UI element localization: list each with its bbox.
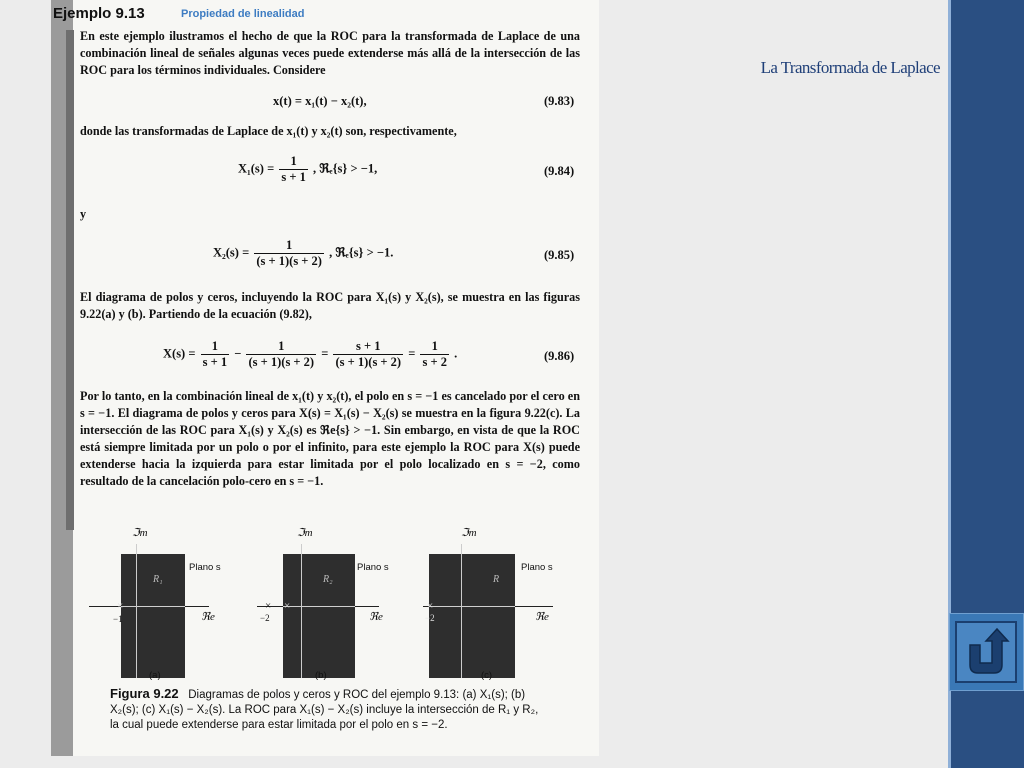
equation-9-84 (238, 154, 377, 185)
roc-region-dark (283, 554, 355, 678)
paragraph-1: En este ejemplo ilustramos el hecho de que la ROC para la transformada de Laplace de una combinación lineal de señales algunas veces puede extenderse más allá de la intersección de las ROC para los términos individuales. Considere (80, 29, 580, 77)
scanned-page (51, 0, 599, 756)
eq4-f2-denominator: (s + 1)(s + 2) (248, 355, 315, 369)
roc-region-label: R₂ (323, 574, 333, 585)
re-axis-label: ℜe (535, 611, 549, 623)
im-axis-label: ℑm (461, 527, 477, 539)
imag-axis (461, 544, 462, 678)
imag-axis (301, 544, 302, 678)
eq4-f2-numerator: 1 (278, 339, 285, 353)
eq3-numerator: 1 (286, 238, 293, 252)
re-axis-label: ℜe (201, 611, 215, 623)
im-axis-label: ℑm (297, 527, 313, 539)
figure-caption-letter: (c) (481, 670, 493, 681)
plane-label: Plano s (521, 562, 553, 573)
real-axis-inside-roc (121, 606, 185, 607)
eq1-expression: x(t) = x₁(t) − x₂(t), (273, 94, 367, 108)
re-axis-label: ℜe (369, 611, 383, 623)
eq4-lhs: X(s) = (163, 346, 196, 361)
paragraph-5: Por lo tanto, en la combinación lineal de x₁(t) y x₂(t), el polo en s = −1 es cancelado por el cero en s = −1. El diagrama de polos y ceros para X(s) = X₁(s) − X₂(s) se muestra en la figura 9.22(c). La intersección de las ROC para X₁(s) y X₂(s) es ℜe{s} > −1. Sin embargo, en vista de que la ROC está siempre limitada por un polo o por el infinito, para este ejemplo la ROC para X(s) puede extenderse hacia la izquierda para estar limitada por el polo localizado en s = −2, como resultado de la cancelación polo-cero en s = −1. (80, 389, 580, 488)
equation-9-83 (273, 94, 367, 109)
plane-label: Plano s (189, 562, 221, 573)
pole-marker: × (427, 600, 434, 612)
eq4-f3-denominator: (s + 1)(s + 2) (335, 355, 402, 369)
equation-9-86 (163, 339, 457, 370)
figure-caption-text: Diagramas de polos y ceros y ROC del ejemplo 9.13: (a) X₁(s); (b) X₂(s); (c) X₁(s) − X₂(s). La ROC para X₁(s) − X₂(s) incluye la intersección de R₁ y R₂, la cual puede extenderse para estar limitada por el polo en s = −2. (110, 689, 539, 731)
figure-a (89, 524, 239, 684)
eq2-numerator: 1 (290, 154, 297, 168)
eq4-minus: − (234, 346, 242, 361)
pole-marker-1: × (265, 600, 272, 612)
paragraph-3: y (80, 207, 87, 221)
equation-9-85 (213, 238, 393, 269)
pole-label: −1 (113, 614, 123, 624)
eq3-fraction (254, 238, 324, 269)
pole-marker-2: × (284, 600, 291, 612)
figure-c (423, 524, 573, 684)
figure-caption-letter: (b) (315, 670, 327, 681)
figure-caption (110, 686, 550, 733)
equation-number-9-84: (9.84) (544, 164, 575, 178)
imag-axis (136, 544, 137, 678)
im-axis-label: ℑm (132, 527, 148, 539)
roc-region-label: R (493, 574, 500, 585)
pole-marker: × (117, 600, 124, 612)
eq4-equals-b: = (408, 346, 416, 361)
paragraph-2: donde las transformadas de Laplace de x₁(t) y x₂(t) son, respectivamente, (80, 124, 457, 138)
eq4-fraction-4 (420, 339, 449, 370)
eq4-f1-denominator: s + 1 (202, 355, 228, 369)
plane-label: Plano s (357, 562, 389, 573)
eq4-f3-numerator: s + 1 (356, 339, 381, 353)
eq2-roc: , ℜₑ{s} > −1, (312, 161, 378, 176)
paragraph-4: El diagrama de polos y ceros, incluyendo la ROC para X₁(s) y X₂(s), se muestra en las figuras 9.22(a) y (b). Partiendo de la ecuación (9.82), (80, 290, 580, 321)
home-button-frame (955, 621, 1017, 683)
pole-label: −2 (260, 613, 270, 623)
eq4-fraction-1 (201, 339, 230, 370)
eq4-fraction-2 (246, 339, 316, 370)
home-button[interactable] (949, 613, 1024, 691)
roc-region-label: R₁ (153, 574, 163, 585)
equation-number-9-85: (9.85) (544, 248, 575, 262)
slide-title: La Transformada de Laplace (760, 58, 940, 77)
figure-b (257, 524, 407, 684)
real-axis-inside-roc (429, 606, 515, 607)
eq2-fraction (279, 154, 308, 185)
page-gutter-dark (66, 30, 74, 530)
figure-caption-letter: (a) (149, 670, 161, 681)
eq4-end: . (454, 346, 458, 361)
figure-caption-label: Figura 9.22 (110, 686, 179, 701)
example-number: Ejemplo 9.13 (53, 5, 145, 22)
eq3-denominator: (s + 1)(s + 2) (256, 254, 322, 268)
eq4-equals-a: = (321, 346, 329, 361)
roc-region-dark (429, 554, 515, 678)
eq2-lhs: X₁(s) = (238, 161, 275, 176)
eq4-f1-numerator: 1 (211, 339, 218, 353)
eq4-f4-denominator: s + 2 (422, 355, 447, 369)
roc-region-dark (121, 554, 185, 678)
equation-number-9-86: (9.86) (544, 349, 575, 363)
example-subtitle: Propiedad de linealidad (181, 8, 305, 20)
eq2-denominator: s + 1 (281, 170, 306, 184)
u-turn-arrow-icon (957, 623, 1015, 681)
eq4-f4-numerator: 1 (431, 339, 438, 353)
equation-number-9-83: (9.83) (544, 94, 575, 108)
eq3-roc: , ℜₑ{s} > −1. (329, 245, 394, 260)
real-axis-inside-roc (283, 606, 355, 607)
pole-label: −2 (425, 613, 435, 623)
eq3-lhs: X₂(s) = (213, 245, 250, 260)
eq4-fraction-3 (333, 339, 403, 370)
